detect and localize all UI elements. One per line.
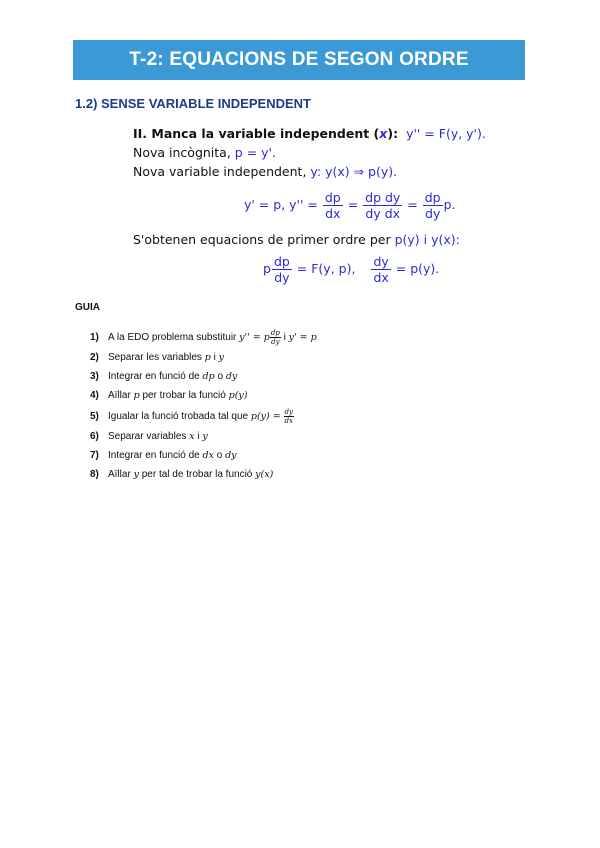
- eq1-frac-2: $\frac{\text{dp dy}}{\text{dy dx}}$: [365, 190, 401, 221]
- list-item: 5) Igualar la funció trobada tal que p(y) = $\frac{dy}{dx}$: [90, 407, 293, 425]
- theory-text-2: Nova incògnita,: [133, 145, 231, 160]
- theory-title-end: ):: [387, 126, 399, 141]
- eq1-frac-3: $\frac{dp}{dy}$: [424, 190, 441, 221]
- eq2-p: p: [263, 261, 271, 276]
- eq1-frac-1: $\frac{dp}{dx}$: [324, 190, 341, 221]
- list-item: 4) Aïllar p per trobar la funció p(y): [90, 390, 248, 401]
- theory-line-3: [133, 162, 397, 181]
- list-item: 1) A la EDO problema substituir y'' = p $\frac{dp}{dy}$ i y' = p: [90, 328, 317, 346]
- list-item: 8) Aïllar y per tal de trobar la funció y(x): [90, 469, 274, 480]
- theory-line-1: [133, 124, 486, 143]
- equation-2: [263, 254, 439, 285]
- theory-line-4: [133, 230, 460, 249]
- theory-title-var: x: [379, 126, 388, 141]
- theory-line-2: [133, 143, 276, 162]
- eq2-mid: = F(y, p),: [296, 261, 356, 276]
- eq2-frac-1: $\frac{dp}{dy}$: [273, 254, 290, 285]
- theory-eq-3: y: y(x) ⇒ p(y).: [310, 164, 398, 179]
- eq1-left: y' = p, y'' =: [244, 197, 318, 212]
- theory-eq-1: y'' = F(y, y').: [406, 126, 486, 141]
- equation-1: y' = p, y'' = $\frac{dp}{dx}$ = $\frac{\text{dp dy}}{\text{dy dx}}$ = $\frac{dp}{dy}$ p.: [244, 190, 456, 221]
- theory-title: II. Manca la variable independent (: [133, 126, 380, 141]
- page-title: T-2: EQUACIONS DE SEGON ORDRE: [129, 49, 469, 70]
- guia-steps: [90, 326, 317, 484]
- list-item: 3) Integrar en funció de dp o dy: [90, 371, 238, 382]
- theory-eq-4: p(y) i y(x):: [394, 232, 460, 247]
- eq1-end: p.: [443, 197, 456, 212]
- theory-eq-2: p = y'.: [234, 145, 276, 160]
- list-item: 2) Separar les variables p i y: [90, 352, 224, 363]
- eq2-end: = p(y).: [395, 261, 440, 276]
- title-banner: [73, 40, 525, 80]
- list-item: 7) Integrar en funció de dx o dy: [90, 450, 237, 461]
- section-heading: 1.2) SENSE VARIABLE INDEPENDENT: [75, 96, 311, 111]
- theory-text-3: Nova variable independent,: [133, 164, 307, 179]
- list-item: 6) Separar variables x i y: [90, 431, 208, 442]
- theory-text-4: S'obtenen equacions de primer ordre per: [133, 232, 391, 247]
- guia-title: GUIA: [75, 302, 100, 313]
- eq2-frac-2: $\frac{dy}{dx}$: [373, 254, 389, 285]
